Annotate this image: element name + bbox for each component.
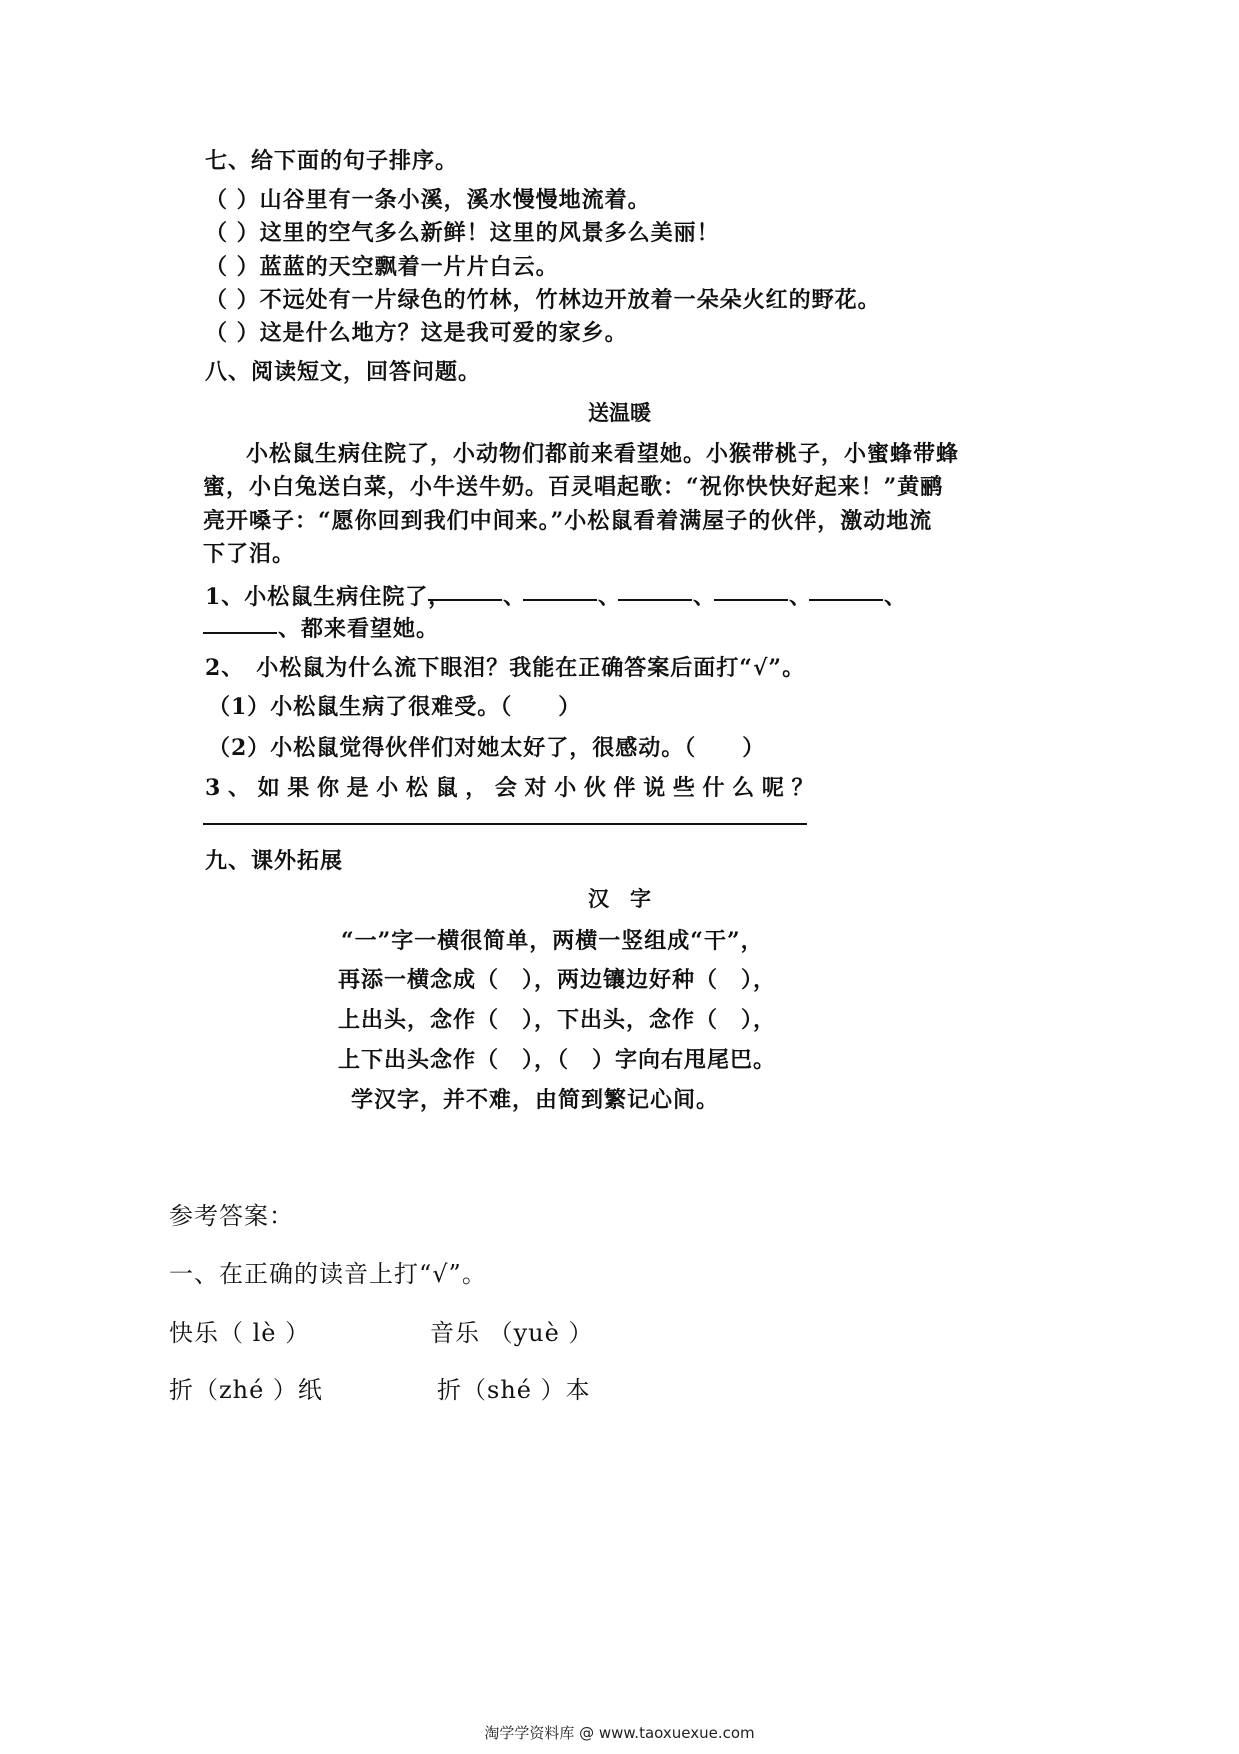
- section9-title: 九、课外拓展: [205, 848, 344, 874]
- answer-option: （1）小松鼠生病了很难受。（ ）: [208, 694, 582, 720]
- ordering-item: （ ）山谷里有一条小溪，溪水慢慢地流着。: [205, 187, 651, 213]
- question-3: 3 、 如 果 你 是 小 松 鼠 ， 会 对 小 伙 伴 说 些 什 么 呢 ？: [205, 775, 815, 801]
- answer-right: 音乐 （yuè ）: [430, 1319, 594, 1347]
- ordering-item: （ ）不远处有一片绿色的竹林，竹林边开放着一朵朵火红的野花。: [205, 287, 881, 313]
- answer-option: （2）小松鼠觉得伙伴们对她太好了，很感动。（ ）: [208, 735, 766, 761]
- answer-blank[interactable]: [618, 599, 692, 601]
- blank-separator: 、: [598, 584, 622, 610]
- passage-line: 小松鼠生病住院了，小动物们都前来看望她。小猴带桃子，小蜜蜂带蜂: [246, 441, 960, 467]
- ordering-item: （ ）这里的空气多么新鲜！这里的风景多么美丽！: [205, 220, 720, 246]
- poem-line: 学汉字，并不难，由简到繁记心间。: [351, 1087, 720, 1113]
- section7-title: 七、给下面的句子排序。: [205, 148, 459, 174]
- poem-title: 汉 字: [588, 887, 651, 911]
- answer-blank[interactable]: [714, 599, 788, 601]
- blank-separator: 、: [693, 584, 717, 610]
- footer-watermark: 淘学学资料库 @ www.taoxuexue.com: [484, 1724, 755, 1742]
- answer-left: 折（zhé ）纸: [169, 1376, 323, 1404]
- passage-title: 送温暖: [588, 401, 651, 425]
- answer-blank[interactable]: [428, 599, 502, 601]
- section8-title: 八、阅读短文，回答问题。: [205, 359, 482, 385]
- answers-heading: 参考答案：: [169, 1202, 294, 1230]
- question-2: 2、 小松鼠为什么流下眼泪？我能在正确答案后面打“√”。: [205, 655, 806, 681]
- answer-right: 折（shé ）本: [437, 1376, 591, 1404]
- ordering-item: （ ）这是什么地方？这是我可爱的家乡。: [205, 320, 628, 346]
- question-1-suffix: 、都来看望她。: [278, 616, 440, 642]
- answer-blank[interactable]: [203, 632, 277, 634]
- answers-question-title: 一、在正确的读音上打“√”。: [169, 1260, 487, 1288]
- passage-line: 亮开嗓子：“愿你回到我们中间来。”小松鼠看着满屋子的伙伴，激动地流: [203, 508, 933, 534]
- passage-line: 下了泪。: [203, 541, 296, 567]
- ordering-item: （ ）蓝蓝的天空飘着一片片白云。: [205, 254, 559, 280]
- blank-separator: 、: [503, 584, 527, 610]
- poem-line: 再添一横念成（ ），两边镶边好种（ ），: [338, 967, 777, 993]
- poem-line: 上出头，念作（ ），下出头，念作（ ），: [338, 1007, 777, 1033]
- blank-separator: 、: [884, 584, 908, 610]
- poem-line: “一”字一横很简单，两横一竖组成“干”，: [341, 928, 764, 954]
- answer-blank[interactable]: [523, 599, 597, 601]
- answer-left: 快乐（ lè ）: [169, 1319, 311, 1347]
- blank-separator: 、: [789, 584, 813, 610]
- passage-line: 蜜，小白兔送白菜，小牛送牛奶。百灵唱起歌：“祝你快快好起来！”黄鹂: [203, 474, 944, 500]
- poem-line: 上下出头念作（ ），（ ）字向右甩尾巴。: [338, 1047, 777, 1073]
- answer-blank[interactable]: [809, 599, 883, 601]
- answer-line[interactable]: [203, 823, 807, 825]
- question-1-prefix: 1、小松鼠生病住院了，: [205, 584, 452, 610]
